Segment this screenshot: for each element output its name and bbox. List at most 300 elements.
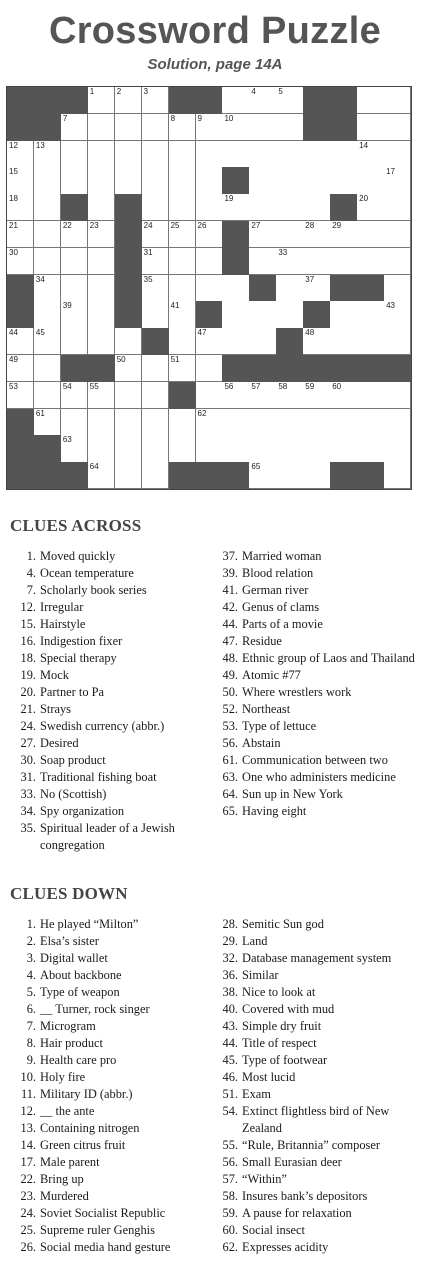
cell-number: 9 — [197, 113, 202, 123]
grid-cell[interactable] — [384, 114, 411, 141]
grid-cell[interactable] — [303, 275, 330, 302]
grid-cell[interactable] — [7, 328, 34, 355]
clue-number: 7. — [26, 583, 36, 597]
clue-text: Type of lettuce — [242, 719, 317, 733]
grid-cell[interactable] — [357, 194, 384, 221]
grid-cell[interactable] — [249, 409, 276, 436]
clue-number: 42. — [222, 600, 238, 614]
grid-cell[interactable] — [61, 435, 88, 462]
clue-number: 36. — [222, 968, 238, 982]
grid-black-cell — [7, 462, 34, 489]
grid-cell[interactable] — [222, 275, 249, 302]
grid-cell[interactable] — [303, 248, 330, 275]
cell-number: 49 — [9, 355, 18, 364]
grid-cell[interactable] — [169, 221, 196, 248]
grid-cell[interactable] — [384, 409, 411, 436]
grid-black-cell — [357, 275, 384, 302]
clue-text: Genus of clams — [242, 600, 320, 614]
cell-number: 44 — [9, 328, 18, 338]
clue-item — [212, 684, 424, 701]
clue-number: 46. — [222, 1070, 238, 1084]
grid-cell[interactable] — [115, 141, 142, 168]
grid-black-cell — [34, 462, 61, 489]
grid-cell[interactable] — [357, 221, 384, 248]
grid-cell[interactable] — [196, 435, 223, 462]
grid-cell[interactable] — [249, 382, 276, 409]
grid-cell[interactable] — [34, 167, 61, 194]
cell-number: 61 — [35, 408, 45, 418]
clue-item — [10, 950, 215, 967]
grid-cell[interactable] — [249, 141, 276, 168]
grid-cell[interactable] — [357, 382, 384, 409]
grid-black-cell — [115, 194, 142, 221]
clue-number: 65. — [222, 804, 238, 818]
grid-cell[interactable] — [142, 462, 169, 489]
grid-cell[interactable] — [330, 141, 357, 168]
grid-black-cell — [357, 462, 384, 489]
grid-cell[interactable] — [169, 248, 196, 275]
clue-item — [212, 735, 424, 752]
grid-cell[interactable] — [169, 275, 196, 302]
clue-text: Moved quickly — [40, 549, 116, 563]
grid-cell[interactable] — [7, 221, 34, 248]
grid-cell[interactable] — [276, 141, 303, 168]
cell-number: 25 — [170, 221, 180, 230]
grid-cell[interactable] — [276, 462, 303, 489]
across-clues-column-1 — [10, 548, 215, 854]
grid-cell[interactable] — [61, 409, 88, 436]
clue-item — [10, 599, 215, 616]
grid-cell[interactable] — [169, 167, 196, 194]
grid-cell[interactable] — [34, 301, 61, 328]
grid-cell[interactable] — [357, 141, 384, 168]
clue-text: Bring up — [40, 1172, 84, 1186]
grid-cell[interactable] — [249, 462, 276, 489]
grid-cell[interactable] — [222, 114, 249, 141]
clue-number: 12. — [20, 600, 36, 614]
grid-cell[interactable] — [115, 355, 142, 382]
clue-number: 48. — [222, 651, 238, 665]
cell-number: 13 — [35, 140, 45, 150]
grid-cell[interactable] — [276, 87, 303, 114]
grid-black-cell — [330, 462, 357, 489]
grid-cell[interactable] — [34, 328, 61, 355]
grid-cell[interactable] — [61, 141, 88, 168]
clue-number: 2. — [26, 934, 36, 948]
clue-text: __ Turner, rock singer — [40, 1002, 150, 1016]
grid-cell[interactable] — [88, 328, 115, 355]
grid-cell[interactable] — [61, 328, 88, 355]
grid-cell[interactable] — [142, 409, 169, 436]
grid-cell[interactable] — [384, 141, 411, 168]
grid-cell[interactable] — [357, 114, 384, 141]
grid-cell[interactable] — [357, 328, 384, 355]
clue-item — [212, 633, 424, 650]
clue-item — [10, 1154, 215, 1171]
clue-item — [10, 786, 215, 803]
grid-cell[interactable] — [330, 301, 357, 328]
grid-cell[interactable] — [169, 194, 196, 221]
grid-cell[interactable] — [88, 409, 115, 436]
grid-cell[interactable] — [196, 221, 223, 248]
grid-cell[interactable] — [330, 221, 357, 248]
grid-cell[interactable] — [169, 328, 196, 355]
clue-text: Traditional fishing boat — [40, 770, 157, 784]
clue-number: 11. — [20, 1087, 36, 1101]
cell-number: 7 — [62, 113, 68, 123]
grid-cell[interactable] — [249, 221, 276, 248]
grid-cell[interactable] — [88, 435, 115, 462]
grid-cell[interactable] — [222, 141, 249, 168]
grid-cell[interactable] — [330, 409, 357, 436]
grid-cell[interactable] — [276, 435, 303, 462]
grid-cell[interactable] — [303, 221, 330, 248]
grid-cell[interactable] — [357, 409, 384, 436]
grid-cell[interactable] — [196, 141, 223, 168]
grid-cell[interactable] — [88, 141, 115, 168]
grid-cell[interactable] — [7, 382, 34, 409]
cell-number: 17 — [386, 167, 395, 177]
cell-number: 50 — [116, 355, 126, 364]
clue-number: 41. — [222, 583, 238, 597]
clue-item — [212, 650, 424, 667]
clue-number: 54. — [222, 1104, 238, 1118]
grid-cell[interactable] — [303, 462, 330, 489]
clue-item — [212, 1052, 424, 1069]
grid-cell[interactable] — [61, 301, 88, 328]
grid-cell[interactable] — [142, 355, 169, 382]
grid-cell[interactable] — [357, 435, 384, 462]
grid-cell[interactable] — [276, 167, 303, 194]
clue-text: Ethnic group of Laos and Thailand — [242, 651, 415, 665]
cell-number: 27 — [251, 221, 261, 230]
clue-number: 24. — [20, 719, 36, 733]
grid-cell[interactable] — [115, 167, 142, 194]
clue-item — [10, 735, 215, 752]
grid-cell[interactable] — [61, 248, 88, 275]
clue-text: “Within” — [242, 1172, 287, 1186]
grid-cell[interactable] — [34, 248, 61, 275]
grid-cell[interactable] — [34, 221, 61, 248]
grid-cell[interactable] — [276, 248, 303, 275]
clue-number: 7. — [26, 1019, 36, 1033]
grid-cell[interactable] — [169, 355, 196, 382]
grid-cell[interactable] — [7, 248, 34, 275]
grid-cell[interactable] — [384, 87, 411, 114]
clue-number: 55. — [222, 1138, 238, 1152]
grid-cell[interactable] — [249, 301, 276, 328]
clue-number: 51. — [222, 1087, 238, 1101]
clue-text: One who administers medicine — [242, 770, 396, 784]
grid-cell[interactable] — [88, 221, 115, 248]
clue-item — [10, 984, 215, 1001]
grid-cell[interactable] — [142, 248, 169, 275]
clue-number: 43. — [222, 1019, 238, 1033]
clue-number: 50. — [222, 685, 238, 699]
cell-number: 53 — [9, 381, 18, 391]
down-heading: CLUES DOWN — [10, 884, 128, 903]
grid-cell[interactable] — [357, 87, 384, 114]
grid-cell[interactable] — [276, 275, 303, 302]
grid-cell[interactable] — [222, 87, 249, 114]
clue-text: Exam — [242, 1087, 271, 1101]
grid-cell[interactable] — [88, 167, 115, 194]
clue-number: 56. — [222, 736, 238, 750]
grid-cell[interactable] — [303, 167, 330, 194]
grid-cell[interactable] — [34, 409, 61, 436]
grid-cell[interactable] — [249, 194, 276, 221]
clue-item — [10, 701, 215, 718]
grid-cell[interactable] — [384, 275, 411, 302]
grid-cell[interactable] — [384, 167, 411, 194]
cell-number: 34 — [35, 274, 45, 284]
grid-cell[interactable] — [7, 355, 34, 382]
grid-cell[interactable] — [196, 328, 223, 355]
clue-text: Nice to look at — [242, 985, 316, 999]
grid-cell[interactable] — [88, 275, 115, 302]
grid-cell[interactable] — [303, 435, 330, 462]
grid-cell[interactable] — [115, 382, 142, 409]
grid-cell[interactable] — [115, 409, 142, 436]
grid-cell[interactable] — [303, 194, 330, 221]
clue-text: A pause for relaxation — [242, 1206, 352, 1220]
grid-cell[interactable] — [222, 409, 249, 436]
cell-number: 3 — [143, 87, 149, 96]
clue-text: __ the ante — [40, 1104, 95, 1118]
grid-cell[interactable] — [61, 114, 88, 141]
grid-cell[interactable] — [34, 355, 61, 382]
clue-item — [10, 718, 215, 735]
grid-cell[interactable] — [88, 114, 115, 141]
clue-number: 30. — [20, 753, 36, 767]
clue-text: Spiritual leader of a Jewish congregation — [40, 821, 175, 852]
grid-black-cell — [115, 248, 142, 275]
grid-cell[interactable] — [249, 248, 276, 275]
grid-black-cell — [222, 167, 249, 194]
grid-cell[interactable] — [196, 382, 223, 409]
cell-number: 31 — [143, 247, 153, 257]
grid-black-cell — [303, 301, 330, 328]
clue-number: 15. — [20, 617, 36, 631]
clue-item — [212, 916, 424, 933]
grid-cell[interactable] — [384, 435, 411, 462]
clue-item — [212, 1222, 424, 1239]
grid-cell[interactable] — [357, 167, 384, 194]
grid-cell[interactable] — [61, 221, 88, 248]
grid-cell[interactable] — [142, 301, 169, 328]
grid-cell[interactable] — [357, 248, 384, 275]
clue-number: 26. — [20, 1240, 36, 1254]
grid-cell[interactable] — [276, 194, 303, 221]
grid-cell[interactable] — [330, 435, 357, 462]
clue-number: 34. — [20, 804, 36, 818]
clue-item — [10, 1001, 215, 1018]
clue-item — [212, 1137, 424, 1154]
clue-text: Expresses acidity — [242, 1240, 329, 1254]
grid-cell[interactable] — [88, 462, 115, 489]
clue-number: 18. — [20, 651, 36, 665]
grid-cell[interactable] — [249, 167, 276, 194]
clue-text: No (Scottish) — [40, 787, 107, 801]
clue-number: 17. — [20, 1155, 36, 1169]
grid-cell[interactable] — [384, 462, 411, 489]
clue-number: 12. — [20, 1104, 36, 1118]
cell-number: 54 — [62, 381, 72, 391]
grid-cell[interactable] — [115, 462, 142, 489]
grid-cell[interactable] — [384, 382, 411, 409]
clue-item — [212, 1086, 424, 1103]
grid-cell[interactable] — [61, 382, 88, 409]
grid-cell[interactable] — [34, 141, 61, 168]
grid-cell[interactable] — [169, 301, 196, 328]
cell-number: 35 — [143, 274, 153, 284]
clue-text: Residue — [242, 634, 282, 648]
clue-text: Insures bank’s depositors — [242, 1189, 368, 1203]
grid-cell[interactable] — [196, 409, 223, 436]
grid-cell[interactable] — [384, 301, 411, 328]
grid-cell[interactable] — [384, 194, 411, 221]
grid-cell[interactable] — [276, 301, 303, 328]
grid-cell[interactable] — [115, 328, 142, 355]
grid-black-cell — [196, 462, 223, 489]
grid-cell[interactable] — [169, 435, 196, 462]
grid-black-cell — [276, 328, 303, 355]
grid-cell[interactable] — [34, 382, 61, 409]
cell-number: 8 — [170, 113, 176, 123]
grid-cell[interactable] — [115, 435, 142, 462]
grid-cell[interactable] — [196, 275, 223, 302]
grid-cell[interactable] — [142, 382, 169, 409]
clue-item — [10, 1103, 215, 1120]
clue-text: Military ID (abbr.) — [40, 1087, 133, 1101]
grid-cell[interactable] — [249, 114, 276, 141]
grid-cell[interactable] — [61, 275, 88, 302]
grid-cell[interactable] — [142, 221, 169, 248]
cell-number: 15 — [9, 167, 18, 177]
grid-cell[interactable] — [34, 194, 61, 221]
grid-cell[interactable] — [7, 141, 34, 168]
grid-cell[interactable] — [276, 382, 303, 409]
clue-item — [10, 616, 215, 633]
clue-text: Parts of a movie — [242, 617, 323, 631]
grid-cell[interactable] — [196, 114, 223, 141]
grid-cell[interactable] — [142, 114, 169, 141]
grid-cell[interactable] — [196, 248, 223, 275]
grid-cell[interactable] — [276, 409, 303, 436]
grid-cell[interactable] — [222, 382, 249, 409]
grid-cell[interactable] — [115, 114, 142, 141]
grid-cell[interactable] — [142, 194, 169, 221]
grid-cell[interactable] — [142, 275, 169, 302]
grid-cell[interactable] — [249, 328, 276, 355]
grid-cell[interactable] — [303, 409, 330, 436]
grid-cell[interactable] — [142, 87, 169, 114]
grid-cell[interactable] — [303, 141, 330, 168]
grid-cell[interactable] — [222, 435, 249, 462]
grid-cell[interactable] — [61, 167, 88, 194]
grid-cell[interactable] — [276, 221, 303, 248]
grid-cell[interactable] — [142, 435, 169, 462]
grid-black-cell — [34, 435, 61, 462]
clue-number: 37. — [222, 549, 238, 563]
grid-cell[interactable] — [7, 167, 34, 194]
grid-cell[interactable] — [169, 141, 196, 168]
grid-cell[interactable] — [357, 301, 384, 328]
clue-item — [212, 769, 424, 786]
clue-text: Hair product — [40, 1036, 103, 1050]
grid-cell[interactable] — [88, 382, 115, 409]
grid-black-cell — [88, 355, 115, 382]
grid-cell[interactable] — [169, 114, 196, 141]
cell-number: 10 — [224, 113, 234, 123]
clue-text: Digital wallet — [40, 951, 108, 965]
grid-cell[interactable] — [115, 87, 142, 114]
grid-cell[interactable] — [222, 194, 249, 221]
grid-cell[interactable] — [142, 141, 169, 168]
grid-cell[interactable] — [330, 167, 357, 194]
grid-cell[interactable] — [249, 435, 276, 462]
clue-number: 56. — [222, 1155, 238, 1169]
clue-text: Elsa’s sister — [40, 934, 99, 948]
clue-text: Ocean temperature — [40, 566, 134, 580]
grid-cell[interactable] — [249, 87, 276, 114]
grid-cell[interactable] — [169, 409, 196, 436]
cell-number: 14 — [359, 140, 369, 150]
grid-cell[interactable] — [276, 114, 303, 141]
grid-cell[interactable] — [88, 194, 115, 221]
grid-cell[interactable] — [34, 275, 61, 302]
clue-text: Having eight — [242, 804, 307, 818]
clue-text: Type of footwear — [242, 1053, 328, 1067]
grid-cell[interactable] — [196, 194, 223, 221]
grid-cell[interactable] — [384, 248, 411, 275]
grid-cell[interactable] — [88, 248, 115, 275]
grid-cell[interactable] — [384, 328, 411, 355]
clue-text: Murdered — [40, 1189, 89, 1203]
grid-cell[interactable] — [196, 355, 223, 382]
clue-item — [10, 1171, 215, 1188]
grid-black-cell — [222, 248, 249, 275]
clue-item — [212, 1171, 424, 1188]
grid-black-cell — [196, 87, 223, 114]
grid-cell[interactable] — [330, 248, 357, 275]
grid-cell[interactable] — [7, 194, 34, 221]
grid-cell[interactable] — [384, 221, 411, 248]
clue-number: 33. — [20, 787, 36, 801]
grid-cell[interactable] — [330, 328, 357, 355]
grid-black-cell — [303, 355, 330, 382]
grid-cell[interactable] — [88, 301, 115, 328]
grid-black-cell — [222, 221, 249, 248]
clue-text: Holy fire — [40, 1070, 86, 1084]
clue-item — [10, 582, 215, 599]
clue-text: Male parent — [40, 1155, 100, 1169]
grid-black-cell — [7, 435, 34, 462]
grid-cell[interactable] — [222, 301, 249, 328]
grid-cell[interactable] — [142, 167, 169, 194]
grid-cell[interactable] — [88, 87, 115, 114]
grid-cell[interactable] — [222, 328, 249, 355]
grid-cell[interactable] — [330, 382, 357, 409]
clue-item — [212, 1103, 424, 1137]
grid-cell[interactable] — [196, 167, 223, 194]
clue-text: Simple dry fruit — [242, 1019, 322, 1033]
grid-cell[interactable] — [303, 382, 330, 409]
cell-number: 18 — [9, 194, 18, 204]
clue-item — [212, 718, 424, 735]
grid-cell[interactable] — [303, 328, 330, 355]
clue-item — [212, 1069, 424, 1086]
